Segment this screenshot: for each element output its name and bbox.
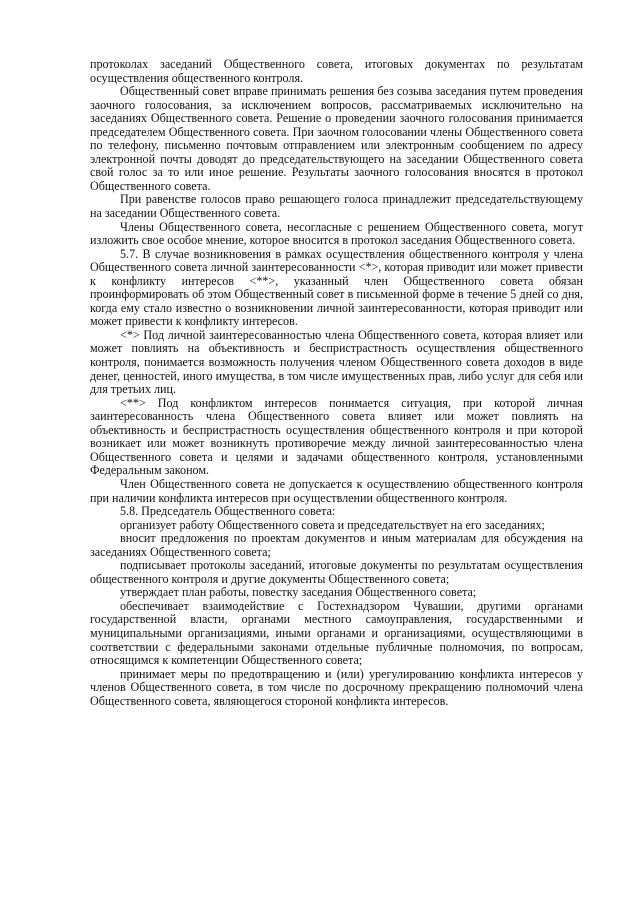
- paragraph-member-not-admitted: Член Общественного совета не допускается к осуществлению общественного контроля при наличии конфликта интересов при осуществлении общественного контроля.: [90, 476, 583, 505]
- list-item-submits-proposals: вносит предложения по проектам документов и иным материалам для обсуждения на заседаниях Общественного совета;: [90, 531, 583, 559]
- paragraph-dissenting-opinion: Члены Общественного совета, несогласные с решением Общественного совета, могут изложить свое особое мнение, которое вносится в протокол заседания Общественного совета.: [90, 219, 583, 248]
- list-item-signs-protocols: подписывает протоколы заседаний, итоговые документы по результатам осуществления общественного контроля и другие документы Общественного совета;: [90, 558, 583, 586]
- paragraph-equal-votes: При равенстве голосов право решающего голоса принадлежит председательствующему на заседании Общественного совета.: [90, 192, 583, 221]
- paragraph-footnote-personal-interest: <*> Под личной заинтересованностью члена Общественного совета, которая влияет или может повлиять на объективность и беспристрастность осуществления общественного контроля, понимается возможность получения членом Общественного совета доходов в виде денег, ценностей, иного имущества, в том числе имущественных прав, либо услуг для себя или для третьих лиц.: [90, 327, 583, 397]
- paragraph-section-5-7: 5.7. В случае возникновения в рамках осуществления общественного контроля у члена Общественного совета личной заинтересованности <*>, которая приводит или может привести к конфликту интересов <**>, указанный член Общественного совета обязан проинформировать об этом Общественный совет в письменной форме в течение 5 дней со дня, когда ему стало известно о возникновении личной заинтересованности, которая приводит или может привести к конфликту интересов.: [90, 246, 583, 329]
- list-item-takes-measures: принимает меры по предотвращению и (или) урегулированию конфликта интересов у членов Общественного совета, в том числе по досрочному прекращению полномочий члена Общественного совета, являющегося стороной конфликта интересов.: [90, 666, 583, 708]
- list-item-organizes-work: организует работу Общественного совета и председательствует на его заседаниях;: [120, 517, 545, 532]
- paragraph-footnote-conflict-of-interest: <**> Под конфликтом интересов понимается ситуация, при которой личная заинтересованность члена Общественного совета влияет или может повлиять на объективность и беспристрастность осуществления общественного контроля и при которой возникает или может возникнуть противоречие между личной заинтересованностью члена Общественного совета и целями и задачами общественного контроля, установленными Федеральным законом.: [90, 395, 583, 478]
- paragraph-protocols-continuation: протоколах заседаний Общественного совета, итоговых документах по результатам осуществления общественного контроля.: [90, 57, 583, 85]
- paragraph-absentee-voting: Общественный совет вправе принимать решения без созыва заседания путем проведения заочного голосования, за исключением вопросов, рассматриваемых исключительно на заседаниях Общественного совета. Решение о проведении заочного голосования принимается председателем Общественного совета. При заочном голосовании члены Общественного совета по телефону, письменно почтовым отправлением или электронным сообщением по адресу электронной почты доводят до председательствующего на заседании Общественного совета свой голос за то или иное решение. Результаты заочного голосования вносятся в протокол Общественного совета.: [90, 84, 583, 193]
- document-page: [90, 58, 583, 708]
- paragraph-section-5-8: 5.8. Председатель Общественного совета:: [120, 504, 336, 519]
- list-item-approves-plan: утверждает план работы, повестку заседания Общественного совета;: [120, 585, 477, 600]
- list-item-ensures-interaction: обеспечивает взаимодействие с Гостехнадзором Чувашии, другими органами государственной власти, органами местного самоуправления, государственными и муниципальными организациями, иными органами и организациями, осуществляющими в соответствии с федеральными законами отдельные публичные полномочия, по вопросам, относящимся к компетенции Общественного совета;: [90, 598, 583, 668]
